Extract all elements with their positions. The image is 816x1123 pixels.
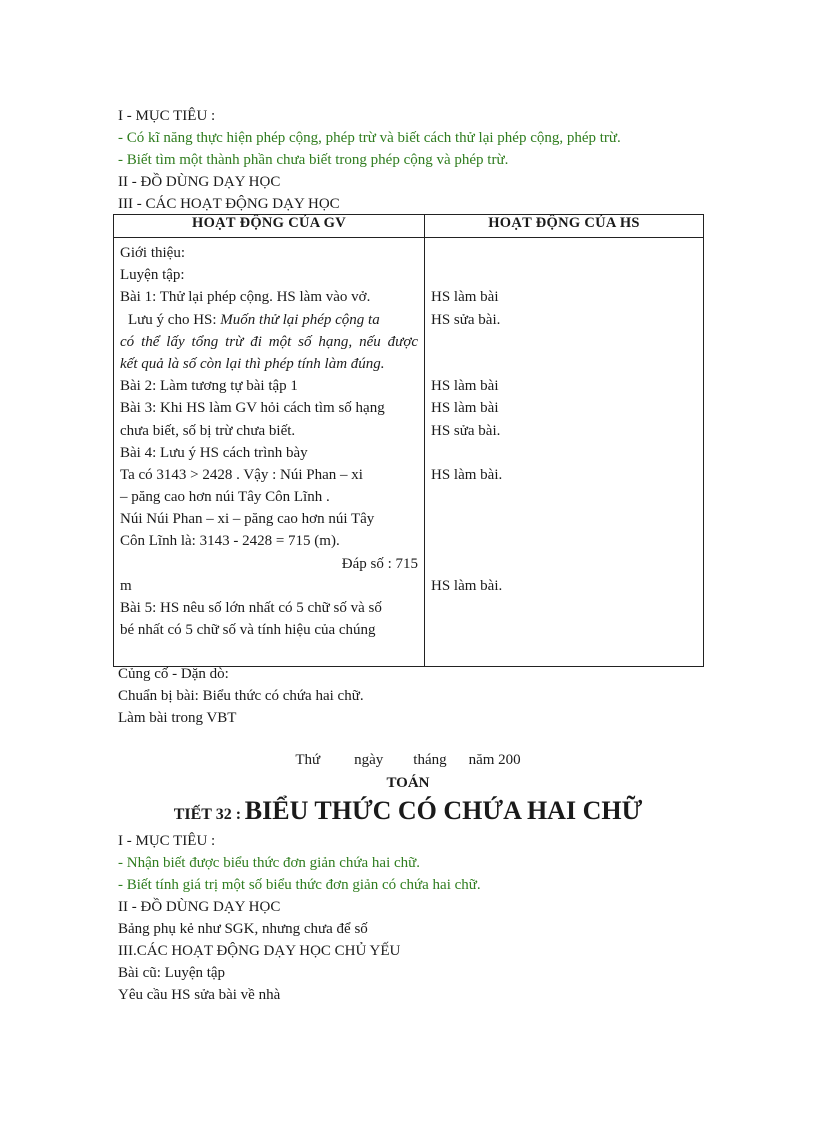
objective-item: - Nhận biết được biểu thức đơn giản chứa hai chữ.	[118, 855, 421, 871]
heading-objectives: I - MỤC TIÊU :	[118, 833, 216, 849]
date-weekday: Thứ	[295, 752, 321, 768]
wrap-up-heading: Củng cố - Dặn dò:	[118, 666, 229, 682]
date-day: ngày	[354, 752, 384, 768]
cell-line	[120, 309, 418, 331]
heading-objectives: I - MỤC TIÊU :	[118, 108, 216, 124]
objective-item: - Biết tính giá trị một số biểu thức đơn giản có chứa hai chữ.	[118, 877, 481, 893]
heading-activities: III - CÁC HOẠT ĐỘNG DẠY HỌC	[118, 196, 340, 212]
cell-line: m	[120, 577, 132, 594]
note-italic: Muốn thử lại phép cộng ta	[220, 311, 380, 328]
cell-line: Núi Núi Phan – xi – păng cao hơn núi Tây	[120, 511, 375, 528]
lesson-number: TIẾT 32 :	[173, 806, 242, 823]
column-header-teacher: HOẠT ĐỘNG CỦA GV	[114, 215, 425, 238]
note-label: Lưu ý cho HS:	[128, 311, 217, 328]
table-header-row	[114, 215, 704, 238]
subject-title: TOÁN	[386, 775, 430, 791]
column-header-student: HOẠT ĐỘNG CỦA HS	[425, 215, 704, 238]
table-row	[114, 238, 704, 667]
cell-line: Bài 5: HS nêu số lớn nhất có 5 chữ số và số	[120, 600, 382, 616]
cell-line: Bài 3: Khi HS làm GV hỏi cách tìm số hạng	[120, 400, 385, 417]
heading-equipment: II - ĐỒ DÙNG DẠY HỌC	[118, 174, 281, 190]
cell-spacer	[431, 530, 697, 552]
cell-line: Bài 2: Làm tương tự bài tập 1	[120, 378, 298, 395]
cell-spacer	[431, 486, 697, 508]
cell-line: HS làm bài	[431, 289, 499, 306]
cell-spacer	[431, 353, 697, 375]
objective-item: - Biết tìm một thành phần chưa biết trong phép cộng và phép trừ.	[118, 152, 509, 168]
cell-line: Ta có 3143 > 2428 . Vậy : Núi Phan – xi	[120, 466, 363, 483]
cell-line: Đáp số : 715	[341, 555, 418, 572]
cell-line: có thể lấy tổng trừ đi một số hạng, nếu được	[120, 333, 418, 350]
homework-review-line: Yêu cầu HS sửa bài về nhà	[118, 987, 281, 1003]
cell-line: HS sửa bài.	[431, 422, 501, 439]
cell-line: HS làm bài.	[431, 466, 503, 483]
date-month: tháng	[413, 752, 447, 768]
teacher-activities-cell	[114, 238, 425, 667]
cell-line: chưa biết, số bị trừ chưa biết.	[120, 422, 296, 439]
cell-spacer	[431, 242, 697, 264]
cell-line: HS làm bài	[431, 400, 499, 417]
activities-table	[113, 214, 704, 667]
cell-line: kết quả là số còn lại thì phép tính làm đúng.	[120, 355, 385, 372]
homework-note: Làm bài trong VBT	[118, 710, 237, 726]
lesson-name: BIỂU THỨC CÓ CHỨA HAI CHỮ	[244, 796, 643, 825]
cell-line: Côn Lĩnh là: 3143 - 2428 = 715 (m).	[120, 533, 340, 550]
cell-line: HS sửa bài.	[431, 311, 501, 328]
next-lesson-note: Chuẩn bị bài: Biểu thức có chứa hai chữ.	[118, 688, 364, 704]
cell-line: HS làm bài.	[431, 577, 503, 594]
cell-spacer	[431, 553, 697, 575]
student-activities-cell	[425, 238, 704, 667]
date-line	[0, 752, 816, 769]
cell-line: Bài 4: Lưu ý HS cách trình bày	[120, 444, 308, 461]
lesson-title	[0, 796, 816, 826]
cell-line: Luyện tập:	[120, 267, 185, 284]
equipment-note: Bảng phụ kẻ như SGK, nhưng chưa để số	[118, 921, 368, 937]
date-year: năm 200	[468, 752, 521, 768]
cell-line: Giới thiệu:	[120, 245, 186, 261]
cell-spacer	[431, 331, 697, 353]
cell-line: HS làm bài	[431, 378, 499, 395]
cell-spacer	[431, 442, 697, 464]
old-lesson-line: Bài cũ: Luyện tập	[118, 965, 226, 981]
cell-spacer	[431, 508, 697, 530]
cell-line: Bài 1: Thử lại phép cộng. HS làm vào vở.	[120, 289, 371, 306]
cell-line: – păng cao hơn núi Tây Côn Lĩnh .	[120, 489, 330, 506]
cell-line: bé nhất có 5 chữ số và tính hiệu của chúng	[120, 622, 376, 639]
heading-equipment: II - ĐỒ DÙNG DẠY HỌC	[118, 899, 281, 915]
objective-item: - Có kĩ năng thực hiện phép cộng, phép trừ và biết cách thử lại phép cộng, phép trừ.	[118, 130, 621, 146]
cell-spacer	[431, 264, 697, 286]
heading-activities: III.CÁC HOẠT ĐỘNG DẠY HỌC CHỦ YẾU	[118, 943, 401, 959]
